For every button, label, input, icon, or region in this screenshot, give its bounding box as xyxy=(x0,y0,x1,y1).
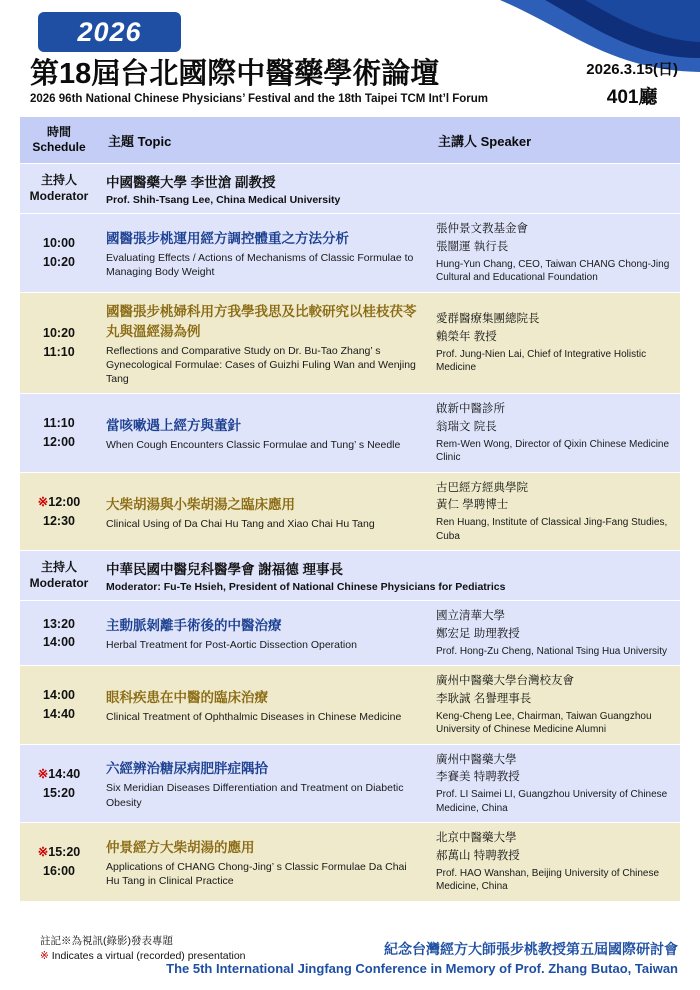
session-speaker xyxy=(428,823,680,902)
speaker-name-cn: 翁瑞文 院長 xyxy=(436,420,497,433)
session-time-end: 15:20 xyxy=(43,785,75,800)
speaker-info-en: Prof. Hong-Zu Cheng, National Tsing Hua University xyxy=(436,645,668,657)
speaker-affiliation-cn: 廣州中醫藥大學台灣校友會 xyxy=(436,675,574,688)
poster-header xyxy=(0,0,700,108)
moderator-label-cn: 主持人 xyxy=(40,173,77,188)
session-topic xyxy=(98,214,428,293)
column-header-time-cn: 時間 xyxy=(46,125,71,140)
speaker-affiliation-cn: 愛群醫療集團總院長 xyxy=(436,313,540,326)
session-topic xyxy=(98,292,428,394)
session-time-end: 14:00 xyxy=(43,635,75,650)
virtual-star-legend: ※ xyxy=(40,950,49,963)
speaker-info-en: Keng-Cheng Lee, Chairman, Taiwan Guangzhou University of Chinese Medicine Alumni xyxy=(436,710,652,736)
speaker-affiliation-cn: 國立清華大學 xyxy=(436,610,505,623)
speaker-name-cn: 鄭宏足 助理教授 xyxy=(436,627,520,640)
session-time-end: 16:00 xyxy=(43,864,75,879)
table-row xyxy=(20,601,680,666)
column-header-time-en: Schedule xyxy=(32,140,86,155)
session-topic-en: Clinical Using of Da Chai Hu Tang and Xiao Chai Hu Tang xyxy=(106,517,375,530)
session-topic-cn: 大柴胡湯與小柴胡湯之臨床應用 xyxy=(106,496,295,512)
page-title-chinese: 第18屆台北國際中醫藥學術論壇 xyxy=(30,58,440,90)
session-time-start: 10:20 xyxy=(43,326,75,341)
agenda-table xyxy=(20,117,680,902)
speaker-name-cn: 賴榮年 教授 xyxy=(436,330,497,343)
session-time xyxy=(20,744,98,823)
moderator-info xyxy=(98,551,680,601)
session-topic-en: Six Meridian Diseases Differentiation and Treatment on Diabetic Obesity xyxy=(106,782,404,809)
event-date-venue xyxy=(586,58,678,109)
speaker-info-en: Hung-Yun Chang, CEO, Taiwan CHANG Chong-Jing Cultural and Educational Foundation xyxy=(436,258,670,284)
session-time-start: ※12:00 xyxy=(37,494,81,509)
session-time xyxy=(20,823,98,902)
footnote-cn: 註記※為視訊(錄影)發表專題 xyxy=(40,934,173,947)
session-speaker xyxy=(428,744,680,823)
session-time-start: 11:10 xyxy=(43,416,75,431)
footnote-en: Indicates a virtual (recorded) presentation xyxy=(51,950,246,963)
table-row xyxy=(20,472,680,551)
virtual-star: ※ xyxy=(37,494,49,509)
table-row xyxy=(20,394,680,473)
speaker-affiliation-cn: 張仲景文教基金會 xyxy=(436,223,528,236)
speaker-name-cn: 郝萬山 特聘教授 xyxy=(436,849,520,862)
table-row-moderator xyxy=(20,164,680,214)
virtual-star: ※ xyxy=(37,845,49,860)
speaker-name-cn: 李賽美 特聘教授 xyxy=(436,771,520,784)
session-time-end: 12:00 xyxy=(43,435,75,450)
speaker-info-en: Prof. LI Saimei LI, Guangzhou University of Chinese Medicine, China xyxy=(436,789,668,814)
session-topic xyxy=(98,394,428,473)
session-topic-cn: 當咳嗽遇上經方與董針 xyxy=(106,418,241,434)
session-topic xyxy=(98,823,428,902)
session-topic-en: Reflections and Comparative Study on Dr. Bu-Tao Zhang’ s Gynecological Formulae: Cases of Guizhi Fuling Wan and Wenjing Tang xyxy=(106,344,416,386)
session-time-start: ※15:20 xyxy=(37,845,81,860)
session-time-start: 14:00 xyxy=(43,688,75,703)
session-topic-en: Herbal Treatment for Post-Aortic Dissection Operation xyxy=(106,639,357,652)
session-topic-cn: 眼科疾患在中醫的臨床治療 xyxy=(106,690,268,706)
session-time-end: 11:10 xyxy=(43,345,75,360)
moderator-name-cn: 中國醫藥大學 李世滄 副教授 xyxy=(106,175,276,191)
session-time-start: ※14:40 xyxy=(37,766,81,781)
table-row xyxy=(20,823,680,902)
session-time xyxy=(20,292,98,394)
moderator-label-cn: 主持人 xyxy=(40,560,77,575)
table-row xyxy=(20,744,680,823)
event-date: 2026.3.15(日) xyxy=(586,61,678,78)
moderator-label xyxy=(20,164,98,214)
session-topic-en: Applications of CHANG Chong-Jing’ s Classic Formulae Da Chai Hu Tang in Clinical Practice xyxy=(106,860,407,888)
session-time xyxy=(20,666,98,745)
moderator-name-en: Moderator: Fu-Te Hsieh, President of National Chinese Physicians for Pediatrics xyxy=(106,581,506,594)
speaker-affiliation-cn: 北京中醫藥大學 xyxy=(436,832,517,845)
session-time-start: 10:00 xyxy=(43,236,75,251)
table-header-row xyxy=(20,117,680,164)
session-time xyxy=(20,601,98,666)
column-header-time xyxy=(20,117,98,164)
session-speaker xyxy=(428,394,680,473)
table-row xyxy=(20,214,680,293)
page-title-english: 2026 96th National Chinese Physicians’ Festival and the 18th Taipei TCM Int’l Forum xyxy=(30,93,488,106)
session-time-end: 14:40 xyxy=(43,707,75,722)
session-speaker xyxy=(428,666,680,745)
session-time xyxy=(20,472,98,551)
virtual-star: ※ xyxy=(37,766,49,781)
moderator-label xyxy=(20,551,98,601)
table-row-moderator xyxy=(20,551,680,601)
session-time xyxy=(20,394,98,473)
session-speaker xyxy=(428,601,680,666)
session-topic-cn: 國醫張步桃運用經方調控體重之方法分析 xyxy=(106,230,349,246)
session-topic xyxy=(98,601,428,666)
session-time-end: 12:30 xyxy=(43,513,75,528)
moderator-label-en: Moderator xyxy=(29,188,89,203)
moderator-name-cn: 中華民國中醫兒科醫學會 謝福德 理事長 xyxy=(106,562,344,578)
speaker-name-cn: 李耿誠 名譽理事長 xyxy=(436,692,532,705)
event-venue: 401廳 xyxy=(606,87,658,108)
speaker-affiliation-cn: 古巴經方經典學院 xyxy=(436,481,528,494)
moderator-label-en: Moderator xyxy=(29,575,89,590)
session-topic xyxy=(98,472,428,551)
speaker-affiliation-cn: 廣州中醫藥大學 xyxy=(436,753,517,766)
session-topic xyxy=(98,666,428,745)
moderator-name-en: Prof. Shih-Tsang Lee, China Medical University xyxy=(106,194,341,207)
speaker-name-cn: 黃仁 學聘博士 xyxy=(436,499,509,512)
session-speaker xyxy=(428,292,680,394)
moderator-info xyxy=(98,164,680,214)
session-topic-cn: 主動脈剝離手術後的中醫治療 xyxy=(106,618,282,634)
session-topic-cn: 國醫張步桃婦科用方我學我思及比較研究以桂枝茯苓丸與溫經湯為例 xyxy=(106,303,417,339)
column-header-speaker: 主講人 Speaker xyxy=(428,117,680,164)
table-row xyxy=(20,666,680,745)
speaker-info-en: Ren Huang, Institute of Classical Jing-Fang Studies, Cuba xyxy=(436,517,668,542)
conference-credit-en: The 5th International Jingfang Conference in Memory of Prof. Zhang Butao, Taiwan xyxy=(166,961,678,976)
session-topic-en: Evaluating Effects / Actions of Mechanisms of Classic Formulae to Managing Body Weight xyxy=(106,251,414,279)
session-speaker xyxy=(428,214,680,293)
poster-footer xyxy=(0,934,700,977)
speaker-affiliation-cn: 啟新中醫診所 xyxy=(436,403,505,416)
session-topic-en: When Cough Encounters Classic Formulae and Tung’ s Needle xyxy=(106,439,401,452)
session-time-start: 13:20 xyxy=(43,616,75,631)
session-topic-en: Clinical Treatment of Ophthalmic Diseases in Chinese Medicine xyxy=(106,711,402,724)
speaker-info-en: Rem-Wen Wong, Director of Qixin Chinese Medicine Clinic xyxy=(436,438,670,464)
session-time xyxy=(20,214,98,293)
session-topic-cn: 六經辨治糖尿病肥胖症隅拾 xyxy=(106,761,268,777)
table-row xyxy=(20,292,680,394)
year-badge: 2026 xyxy=(38,12,181,52)
session-topic xyxy=(98,744,428,823)
column-header-topic: 主題 Topic xyxy=(98,117,428,164)
conference-credit-cn: 紀念台灣經方大師張步桃教授第五屆國際研討會 xyxy=(384,941,678,957)
speaker-info-en: Prof. Jung-Nien Lai, Chief of Integrative Holistic Medicine xyxy=(436,348,647,374)
session-topic-cn: 仲景經方大柴胡湯的應用 xyxy=(106,839,255,855)
speaker-info-en: Prof. HAO Wanshan, Beijing University of Chinese Medicine, China xyxy=(436,867,660,893)
session-time-end: 10:20 xyxy=(43,255,75,270)
speaker-name-cn: 張闓運 執行長 xyxy=(436,240,509,253)
session-speaker xyxy=(428,472,680,551)
